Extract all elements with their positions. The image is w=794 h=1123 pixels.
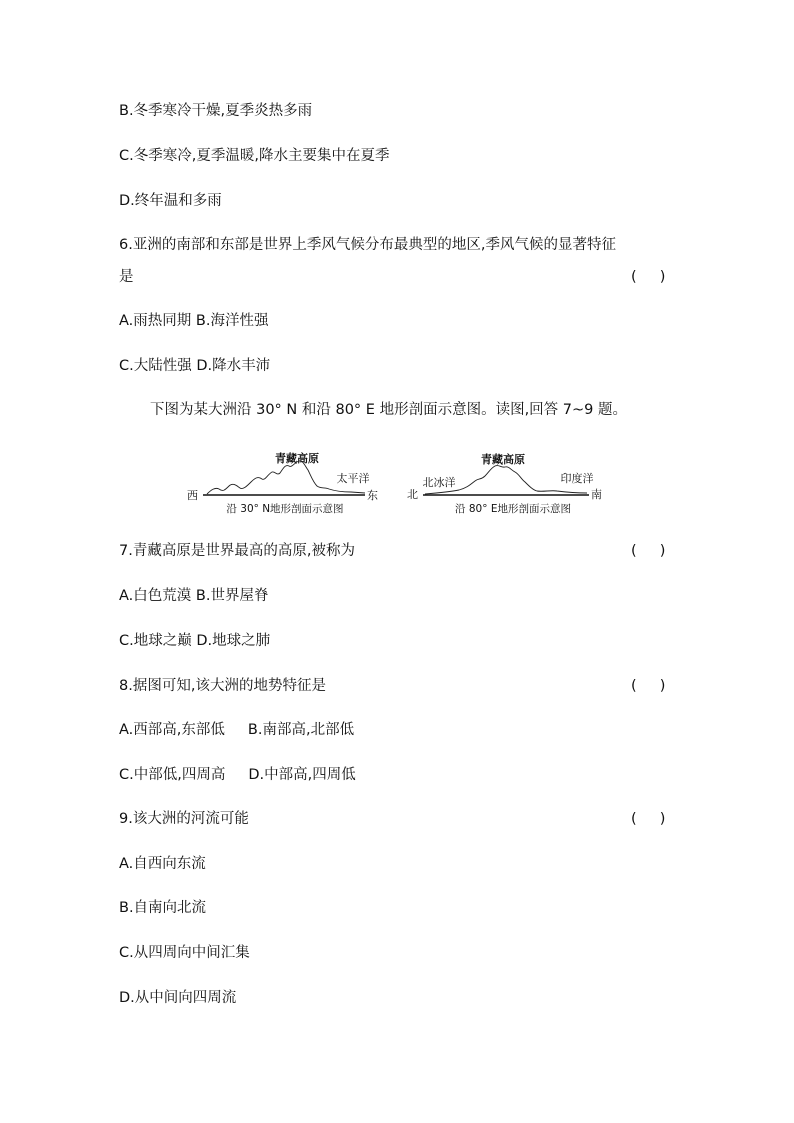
ocean-label-indian: 印度洋 xyxy=(560,472,594,485)
q9-option-b: B.自南向北流 xyxy=(119,900,207,916)
q8-options-line1: A.西部高,东部低 B.南部高,北部低 xyxy=(119,722,355,738)
q9-stem: 9.该大洲的河流可能 xyxy=(119,811,249,827)
q9-option-a: A.自西向东流 xyxy=(119,856,206,872)
q9-option-c: C.从四周向中间汇集 xyxy=(119,945,250,961)
terrain-profile-svg xyxy=(185,446,609,520)
caption-left: 沿 30° N地形剖面示意图 xyxy=(226,503,344,515)
q6-options-line1: A.雨热同期 B.海洋性强 xyxy=(119,313,269,329)
q6-options-line2: C.大陆性强 D.降水丰沛 xyxy=(119,358,271,374)
peak-label-left: 青藏高原 xyxy=(275,452,319,465)
q5-option-d: D.终年温和多雨 xyxy=(119,193,222,209)
q6-answer-paren: ( ) xyxy=(631,269,666,285)
q7-answer-paren: ( ) xyxy=(631,543,666,559)
q7-options-line1: A.白色荒漠 B.世界屋脊 xyxy=(119,588,269,604)
q5-option-c: C.冬季寒冷,夏季温暖,降水主要集中在夏季 xyxy=(119,148,390,164)
caption-right: 沿 80° E地形剖面示意图 xyxy=(455,503,571,515)
q5-option-b: B.冬季寒冷干燥,夏季炎热多雨 xyxy=(119,103,313,119)
profile-30n xyxy=(187,451,378,515)
ocean-label-pacific: 太平洋 xyxy=(336,472,370,485)
profile-80e xyxy=(407,452,602,515)
direction-south: 南 xyxy=(591,488,602,501)
peak-label-right: 青藏高原 xyxy=(481,453,525,466)
q9-answer-paren: ( ) xyxy=(631,811,666,827)
direction-east: 东 xyxy=(367,489,378,502)
figure-intro: 下图为某大洲沿 30° N 和沿 80° E 地形剖面示意图。读图,回答 7~9 题。 xyxy=(150,402,627,418)
q7-stem: 7.青藏高原是世界最高的高原,被称为 xyxy=(119,543,355,559)
ocean-label-arctic: 北冰洋 xyxy=(422,476,456,489)
direction-west: 西 xyxy=(187,489,198,502)
terrain-profile-figure xyxy=(185,446,609,520)
q8-answer-paren: ( ) xyxy=(631,678,666,694)
q6-stem-line1: 6.亚洲的南部和东部是世界上季风气候分布最典型的地区,季风气候的显著特征 xyxy=(119,237,616,253)
q7-options-line2: C.地球之巅 D.地球之肺 xyxy=(119,633,271,649)
q8-stem: 8.据图可知,该大洲的地势特征是 xyxy=(119,678,326,694)
direction-north: 北 xyxy=(407,488,418,501)
q6-stem-line2: 是 xyxy=(119,269,134,285)
q9-option-d: D.从中间向四周流 xyxy=(119,990,237,1006)
q8-options-line2: C.中部低,四周高 D.中部高,四周低 xyxy=(119,767,356,783)
